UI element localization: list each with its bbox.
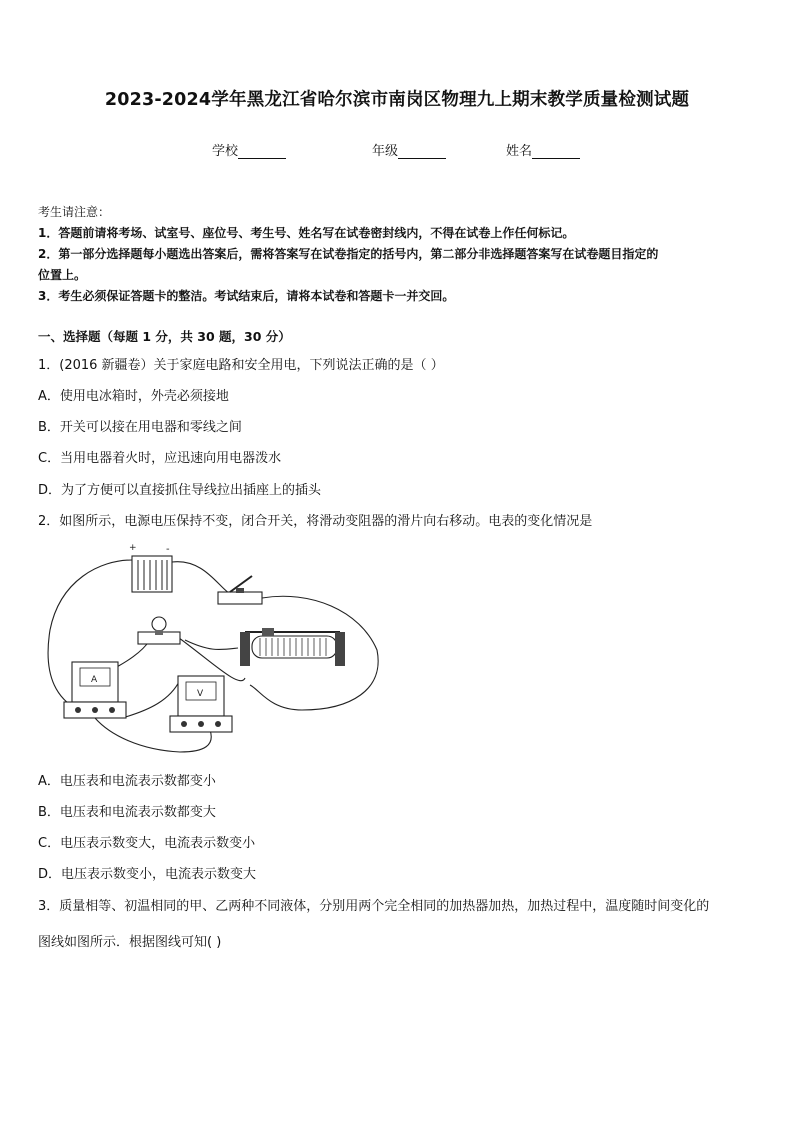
notice-item-2: 2．第一部分选择题每小题选出答案后，需将答案写在试卷指定的括号内，第二部分非选择题答案写在试卷题目指定的 [38,247,659,261]
school-field [212,140,286,159]
svg-text:A: A [91,675,98,685]
name-field [506,140,580,159]
question-2-stem: 2．如图所示，电源电压保持不变，闭合开关，将滑动变阻器的滑片向右移动。电表的变化情况是 [38,514,593,529]
section-heading: 一、选择题（每题 1 分，共 30 题，30 分） [38,329,291,344]
question-3-stem-line-1: 3．质量相等、初温相同的甲、乙两种不同液体，分别用两个完全相同的加热器加热，加热过程中，温度随时间变化的 [38,899,710,914]
battery-icon [129,543,172,592]
school-label: 学校 [212,144,239,159]
notice-item-2-cont: 位置上。 [38,268,87,282]
question-1-option-c: C．当用电器着火时，应迅速向用电器泼水 [38,451,282,466]
rheostat-icon [240,628,345,666]
name-label: 姓名 [506,144,533,159]
wire-bulb-voltmeter [175,635,245,681]
svg-text:+: + [129,543,137,553]
question-2-option-b: B．电压表和电流表示数都变大 [38,805,216,820]
page-title: 2023-2024学年黑龙江省哈尔滨市南岗区物理九上期末教学质量检测试题 [104,90,690,110]
school-blank [238,145,286,159]
notice-item-1: 1．答题前请将考场、试室号、座位号、考生号、姓名写在试卷密封线内，不得在试卷上作任何标记。 [38,226,575,240]
question-2-option-c: C．电压表示数变大，电流表示数变小 [38,836,256,851]
question-2-option-d: D．电压表示数变小，电流表示数变大 [38,867,257,882]
ammeter-icon [64,662,126,718]
voltmeter-icon [170,676,232,732]
svg-text:-: - [166,544,170,555]
question-1-stem: 1．(2016 新疆卷）关于家庭电路和安全用电，下列说法正确的是（ ） [38,358,444,373]
question-2-option-a: A．电压表和电流表示数都变小 [38,774,216,789]
wire-battery-switch [172,562,232,595]
name-blank [532,145,580,159]
notice-header: 考生请注意： [38,205,111,219]
question-3-stem-line-2: 图线如图所示．根据图线可知( ) [38,935,222,950]
grade-blank [398,145,446,159]
light-bulb-icon [138,617,180,644]
notice-item-3: 3．考生必须保证答题卡的整洁。考试结束后，请将本试卷和答题卡一并交回。 [38,289,455,303]
svg-text:V: V [197,689,204,699]
grade-label: 年级 [372,144,399,159]
grade-field [372,140,446,159]
question-1-option-d: D．为了方便可以直接抓住导线拉出插座上的插头 [38,483,322,498]
circuit-diagram [40,540,385,755]
question-1-option-b: B．开关可以接在用电器和零线之间 [38,420,242,435]
question-1-option-a: A．使用电冰箱时，外壳必须接地 [38,389,229,404]
